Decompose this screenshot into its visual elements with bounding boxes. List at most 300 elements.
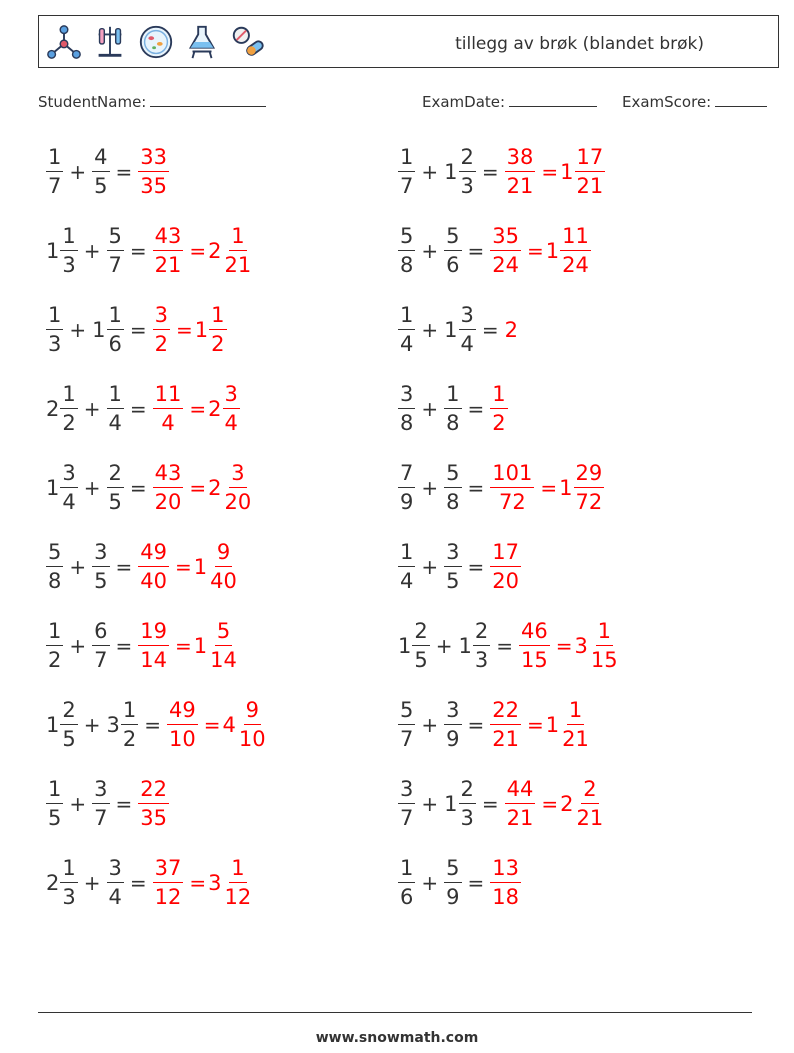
- answer-mixed-fraction: [209, 305, 226, 355]
- answer-mixed-denominator: 15: [590, 648, 618, 672]
- answer-equals-sign: =: [175, 634, 192, 658]
- addend-a-numerator: 3: [398, 779, 415, 804]
- answer-mixed-fraction: [208, 542, 239, 592]
- answer-improper-fraction: [138, 542, 169, 592]
- addend-b: [92, 305, 124, 355]
- addend-a-numerator: 2: [60, 700, 77, 725]
- answer-improper-fraction: [138, 147, 169, 197]
- addend-b: [444, 700, 461, 750]
- answer-mixed-whole: 1: [193, 555, 208, 579]
- addend-b-fraction: [459, 779, 476, 829]
- answer-improper: [505, 779, 536, 829]
- addend-a-denominator: 5: [48, 806, 62, 830]
- problem-5: [46, 298, 227, 362]
- answer-mixed: [208, 463, 253, 513]
- answer-mixed-numerator: 1: [229, 858, 246, 883]
- addend-a-denominator: 6: [400, 885, 414, 909]
- answer-mixed: [546, 226, 591, 276]
- equals-sign: =: [481, 792, 499, 816]
- answer-mixed-fraction: [589, 621, 620, 671]
- addend-a: [46, 226, 78, 276]
- answer-equals-sign: =: [555, 634, 573, 658]
- answer-improper-fraction: [490, 226, 521, 276]
- addend-a-whole: 2: [46, 397, 60, 421]
- addend-a: [398, 700, 415, 750]
- addend-b: [444, 226, 461, 276]
- answer-improper-denominator: 15: [521, 648, 548, 672]
- plus-sign: +: [69, 634, 87, 658]
- addend-a-fraction: [398, 779, 415, 829]
- addend-b-numerator: 3: [92, 779, 109, 804]
- addend-b-denominator: 7: [108, 253, 122, 277]
- plus-sign: +: [69, 555, 87, 579]
- addend-b-fraction: [107, 384, 124, 434]
- worksheet-title: tillegg av brøk (blandet brøk): [455, 34, 704, 54]
- addend-a-denominator: 5: [62, 727, 76, 751]
- addend-b-numerator: 3: [444, 542, 461, 567]
- problem-8: [398, 377, 508, 441]
- addend-a: [46, 700, 78, 750]
- addend-a-denominator: 7: [400, 727, 414, 751]
- answer-improper-denominator: 10: [169, 727, 196, 751]
- addend-b: [444, 463, 461, 513]
- answer-improper: [153, 305, 170, 355]
- addend-a-numerator: 1: [60, 858, 77, 883]
- answer-mixed-numerator: 5: [215, 621, 232, 646]
- answer-mixed-denominator: 10: [238, 727, 266, 751]
- answer-mixed-fraction: [223, 384, 240, 434]
- problem-17: [46, 772, 169, 836]
- answer-mixed: [223, 700, 268, 750]
- answer-mixed-whole: 2: [208, 476, 222, 500]
- student-name-label: StudentName:: [38, 93, 147, 111]
- addend-a-numerator: 1: [46, 779, 63, 804]
- addend-a-fraction: [398, 542, 415, 592]
- problem-14: [398, 614, 620, 678]
- problem-7: [46, 377, 240, 441]
- answer-improper-numerator: 43: [153, 463, 184, 488]
- addend-a-fraction: [60, 858, 77, 908]
- problem-19: [46, 851, 253, 915]
- addend-a-numerator: 2: [412, 621, 429, 646]
- answer-improper-numerator: 3: [153, 305, 170, 330]
- answer-improper: [138, 779, 169, 829]
- answer-equals-sign: =: [189, 871, 207, 895]
- answer-improper-denominator: 21: [506, 806, 534, 830]
- answer-mixed-numerator: 9: [244, 700, 261, 725]
- answer-improper-numerator: 22: [490, 700, 521, 725]
- addend-b-numerator: 1: [444, 384, 461, 409]
- addend-b-denominator: 7: [94, 806, 108, 830]
- plus-sign: +: [435, 634, 453, 658]
- addend-b-whole: 1: [92, 318, 106, 342]
- answer-mixed-numerator: 1: [229, 226, 246, 251]
- answer-mixed-numerator: 9: [215, 542, 232, 567]
- addend-a: [398, 463, 415, 513]
- addend-a-denominator: 5: [414, 648, 428, 672]
- answer-mixed-denominator: 40: [210, 569, 237, 593]
- addend-a-numerator: 3: [60, 463, 77, 488]
- addend-a: [398, 147, 415, 197]
- answer-mixed-whole: 3: [208, 871, 222, 895]
- answer-mixed: [560, 779, 605, 829]
- addend-a-numerator: 1: [398, 147, 415, 172]
- answer-mixed-fraction: [560, 226, 591, 276]
- equals-sign: =: [115, 555, 133, 579]
- addend-b-fraction: [107, 305, 124, 355]
- answer-mixed-numerator: 3: [223, 384, 240, 409]
- addend-a-fraction: [60, 384, 77, 434]
- addend-a-numerator: 3: [398, 384, 415, 409]
- answer-improper-numerator: 11: [153, 384, 184, 409]
- addend-b-denominator: 3: [460, 174, 474, 198]
- answer-mixed: [208, 858, 253, 908]
- answer-mixed-denominator: 21: [576, 806, 604, 830]
- addend-a-fraction: [46, 147, 63, 197]
- answer-improper-fraction: [153, 305, 170, 355]
- answer-improper-numerator: 17: [490, 542, 521, 567]
- answer-equals-sign: =: [527, 713, 544, 737]
- answer-mixed-numerator: 1: [567, 700, 584, 725]
- addend-a-denominator: 4: [400, 332, 414, 356]
- answer-improper-numerator: 19: [138, 621, 169, 646]
- answer-mixed-numerator: 2: [581, 779, 598, 804]
- answer-improper-denominator: 12: [154, 885, 182, 909]
- plus-sign: +: [83, 397, 101, 421]
- addend-b-numerator: 1: [107, 305, 124, 330]
- addend-a: [46, 305, 63, 355]
- addend-b-whole: 1: [444, 160, 458, 184]
- answer-equals-sign: =: [175, 555, 192, 579]
- equals-sign: =: [496, 634, 514, 658]
- answer-mixed-fraction: [237, 700, 268, 750]
- answer-mixed-fraction: [208, 621, 239, 671]
- plus-sign: +: [421, 555, 439, 579]
- addend-b-numerator: 2: [473, 621, 490, 646]
- addend-b-numerator: 6: [92, 621, 109, 646]
- equals-sign: =: [467, 476, 485, 500]
- plus-sign: +: [83, 476, 101, 500]
- problem-12: [398, 535, 521, 599]
- answer-improper: [505, 147, 536, 197]
- addend-b-whole: 1: [444, 318, 458, 342]
- addend-b-denominator: 9: [446, 885, 460, 909]
- addend-b-numerator: 2: [459, 779, 476, 804]
- addend-b: [459, 621, 491, 671]
- problem-10: [398, 456, 604, 520]
- addend-b-fraction: [121, 700, 138, 750]
- answer-improper-numerator: 43: [153, 226, 184, 251]
- problem-18: [398, 772, 605, 836]
- plus-sign: +: [69, 318, 87, 342]
- answer-mixed-numerator: 3: [229, 463, 246, 488]
- answer-mixed-whole: 1: [560, 160, 574, 184]
- addend-b-numerator: 3: [459, 305, 476, 330]
- addend-a-denominator: 3: [62, 253, 76, 277]
- answer-mixed-denominator: 4: [224, 411, 238, 435]
- answer-improper-denominator: 21: [506, 174, 534, 198]
- answer-improper-numerator: 37: [153, 858, 184, 883]
- answer-mixed: [208, 384, 240, 434]
- answer-improper-numerator: 38: [505, 147, 536, 172]
- problem-6: [398, 298, 519, 362]
- addend-b-denominator: 4: [108, 411, 122, 435]
- answer-improper-denominator: 2: [492, 411, 506, 435]
- answer-mixed-numerator: 17: [575, 147, 606, 172]
- addend-b: [444, 147, 476, 197]
- addend-b-denominator: 2: [122, 727, 137, 751]
- exam-date-label: ExamDate:: [422, 93, 506, 111]
- answer-improper-denominator: 18: [492, 885, 520, 909]
- plus-sign: +: [421, 476, 439, 500]
- answer-equals-sign: =: [189, 239, 207, 263]
- answer-improper: [490, 384, 507, 434]
- addend-a-numerator: 1: [398, 542, 415, 567]
- problem-11: [46, 535, 239, 599]
- addend-b-fraction: [444, 463, 461, 513]
- answer-improper: [153, 384, 184, 434]
- footer-divider: [38, 1012, 752, 1013]
- answer-mixed-whole: 1: [193, 634, 208, 658]
- equals-sign: =: [467, 397, 485, 421]
- plus-sign: +: [421, 871, 439, 895]
- addend-a-denominator: 2: [62, 411, 76, 435]
- addend-b-denominator: 5: [446, 569, 460, 593]
- addend-a-fraction: [46, 305, 63, 355]
- addend-b-fraction: [92, 147, 109, 197]
- answer-mixed-whole: 1: [559, 476, 573, 500]
- answer-improper-fraction: [490, 463, 534, 513]
- equals-sign: =: [467, 713, 485, 737]
- answer-mixed: [559, 463, 604, 513]
- addend-b: [92, 147, 109, 197]
- addend-a-numerator: 7: [398, 463, 415, 488]
- answer-mixed-denominator: 20: [224, 490, 252, 514]
- answer-improper-denominator: 72: [498, 490, 526, 514]
- answer-improper-numerator: 46: [519, 621, 550, 646]
- addend-a-fraction: [398, 700, 415, 750]
- addend-a-denominator: 2: [48, 648, 62, 672]
- answer-improper: [505, 318, 519, 342]
- answer-improper: [138, 147, 169, 197]
- problem-13: [46, 614, 239, 678]
- answer-improper-fraction: [153, 858, 184, 908]
- addend-a-whole: 1: [46, 713, 60, 737]
- addend-a-fraction: [398, 463, 415, 513]
- addend-a-numerator: 1: [398, 858, 415, 883]
- answer-mixed-fraction: [223, 463, 254, 513]
- addend-b-denominator: 6: [446, 253, 460, 277]
- answer-mixed-numerator: 11: [560, 226, 591, 251]
- addend-b-whole: 3: [106, 713, 120, 737]
- answer-improper-fraction: [153, 226, 184, 276]
- addend-b-fraction: [444, 226, 461, 276]
- problem-9: [46, 456, 253, 520]
- answer-improper: [167, 700, 198, 750]
- answer-improper-fraction: [490, 858, 521, 908]
- addend-a: [46, 147, 63, 197]
- answer-mixed-whole: 2: [560, 792, 574, 816]
- addend-b: [107, 384, 124, 434]
- answer-improper-fraction: [490, 384, 507, 434]
- addend-a-numerator: 5: [46, 542, 63, 567]
- addend-a-fraction: [46, 542, 63, 592]
- answer-mixed-fraction: [574, 463, 605, 513]
- addend-b-numerator: 4: [92, 147, 109, 172]
- answer-improper: [138, 542, 169, 592]
- addend-b-denominator: 3: [474, 648, 489, 672]
- addend-b-whole: 1: [458, 634, 472, 658]
- addend-b-fraction: [107, 858, 124, 908]
- answer-equals-sign: =: [541, 160, 559, 184]
- addend-a-numerator: 1: [398, 305, 415, 330]
- answer-equals-sign: =: [203, 713, 221, 737]
- addend-a: [46, 621, 63, 671]
- exam-score-label: ExamScore:: [622, 93, 712, 111]
- equals-sign: =: [115, 792, 133, 816]
- addend-b: [444, 542, 461, 592]
- plus-sign: +: [421, 239, 439, 263]
- answer-improper-denominator: 40: [140, 569, 168, 593]
- addend-a-numerator: 5: [398, 226, 415, 251]
- answer-improper: [490, 700, 521, 750]
- answer-improper-denominator: 24: [492, 253, 520, 277]
- plus-sign: +: [421, 792, 439, 816]
- answer-mixed-denominator: 2: [211, 332, 225, 356]
- addend-b-numerator: 1: [121, 700, 138, 725]
- answer-equals-sign: =: [540, 476, 558, 500]
- answer-mixed-numerator: 29: [574, 463, 605, 488]
- addend-b: [444, 384, 461, 434]
- addend-b-denominator: 4: [108, 885, 122, 909]
- addend-b-fraction: [92, 779, 109, 829]
- addend-b-fraction: [459, 305, 476, 355]
- addend-a: [398, 542, 415, 592]
- addend-a-numerator: 1: [60, 384, 77, 409]
- answer-improper-denominator: 20: [492, 569, 520, 593]
- addend-b-denominator: 5: [94, 569, 108, 593]
- addend-b: [107, 463, 124, 513]
- plus-sign: +: [69, 160, 87, 184]
- problem-3: [46, 219, 253, 283]
- problem-16: [398, 693, 591, 757]
- problem-1: [46, 140, 169, 204]
- addend-a: [398, 226, 415, 276]
- addend-a-whole: 2: [46, 871, 60, 895]
- answer-improper: [490, 858, 521, 908]
- answer-improper-fraction: [505, 147, 536, 197]
- addend-b-denominator: 4: [460, 332, 474, 356]
- addend-b: [444, 858, 461, 908]
- addend-b: [92, 779, 109, 829]
- addend-a-numerator: 1: [60, 226, 77, 251]
- answer-improper-fraction: [153, 463, 184, 513]
- answer-improper-denominator: 21: [492, 727, 520, 751]
- plus-sign: +: [421, 318, 439, 342]
- answer-mixed-denominator: 24: [562, 253, 589, 277]
- addend-b: [107, 226, 124, 276]
- addend-a-numerator: 1: [46, 147, 63, 172]
- answer-improper-numerator: 1: [490, 384, 507, 409]
- answer-improper-fraction: [138, 621, 169, 671]
- addend-b-numerator: 5: [107, 226, 124, 251]
- equals-sign: =: [144, 713, 162, 737]
- addend-b-denominator: 8: [446, 490, 460, 514]
- addend-a-denominator: 4: [62, 490, 76, 514]
- addend-a-fraction: [60, 700, 77, 750]
- answer-improper-numerator: 49: [167, 700, 198, 725]
- addend-b-denominator: 5: [94, 174, 108, 198]
- plus-sign: +: [69, 792, 87, 816]
- addend-b-fraction: [444, 700, 461, 750]
- answer-improper-fraction: [505, 779, 536, 829]
- answer-improper-numerator: 49: [138, 542, 169, 567]
- answer-mixed-whole: 1: [545, 239, 560, 263]
- answer-improper-numerator: 101: [490, 463, 534, 488]
- answer-improper-fraction: [153, 384, 184, 434]
- addend-b: [92, 542, 109, 592]
- addend-b-numerator: 5: [444, 463, 461, 488]
- equals-sign: =: [481, 160, 499, 184]
- answer-mixed: [575, 621, 620, 671]
- answer-mixed: [194, 542, 239, 592]
- addend-b-fraction: [107, 226, 124, 276]
- addend-a-denominator: 7: [48, 174, 62, 198]
- addend-b-denominator: 9: [446, 727, 460, 751]
- answer-mixed-denominator: 72: [575, 490, 603, 514]
- addend-b-whole: 1: [444, 792, 458, 816]
- addend-b-numerator: 2: [459, 147, 476, 172]
- answer-mixed-fraction: [223, 226, 254, 276]
- equals-sign: =: [129, 318, 147, 342]
- addend-b: [444, 779, 476, 829]
- addend-a-denominator: 8: [400, 253, 414, 277]
- answer-improper: [153, 463, 184, 513]
- addend-b-numerator: 2: [107, 463, 124, 488]
- problem-2: [398, 140, 605, 204]
- addend-b-fraction: [92, 621, 109, 671]
- addend-a: [46, 779, 63, 829]
- addend-b-denominator: 8: [446, 411, 460, 435]
- answer-improper-numerator: 13: [490, 858, 521, 883]
- addend-a: [46, 858, 78, 908]
- plus-sign: +: [421, 160, 439, 184]
- addend-a-whole: 1: [46, 239, 60, 263]
- addend-a-denominator: 4: [400, 569, 414, 593]
- answer-improper-fraction: [490, 542, 521, 592]
- addend-b: [444, 305, 476, 355]
- addend-a-numerator: 1: [46, 621, 63, 646]
- addend-b-numerator: 3: [444, 700, 461, 725]
- addend-b-numerator: 5: [444, 226, 461, 251]
- answer-mixed-denominator: 21: [224, 253, 252, 277]
- answer-mixed: [195, 305, 227, 355]
- answer-equals-sign: =: [527, 239, 544, 263]
- addend-a-fraction: [398, 147, 415, 197]
- answer-equals-sign: =: [189, 397, 207, 421]
- equals-sign: =: [115, 634, 133, 658]
- equals-sign: =: [129, 476, 147, 500]
- answer-improper-fraction: [138, 779, 169, 829]
- answer-mixed-denominator: 21: [562, 727, 589, 751]
- addend-a: [46, 384, 78, 434]
- answer-improper: [153, 226, 184, 276]
- addend-b-numerator: 3: [107, 858, 124, 883]
- equals-sign: =: [129, 239, 147, 263]
- addend-a-fraction: [412, 621, 429, 671]
- answer-improper-fraction: [167, 700, 198, 750]
- addend-a-numerator: 5: [398, 700, 415, 725]
